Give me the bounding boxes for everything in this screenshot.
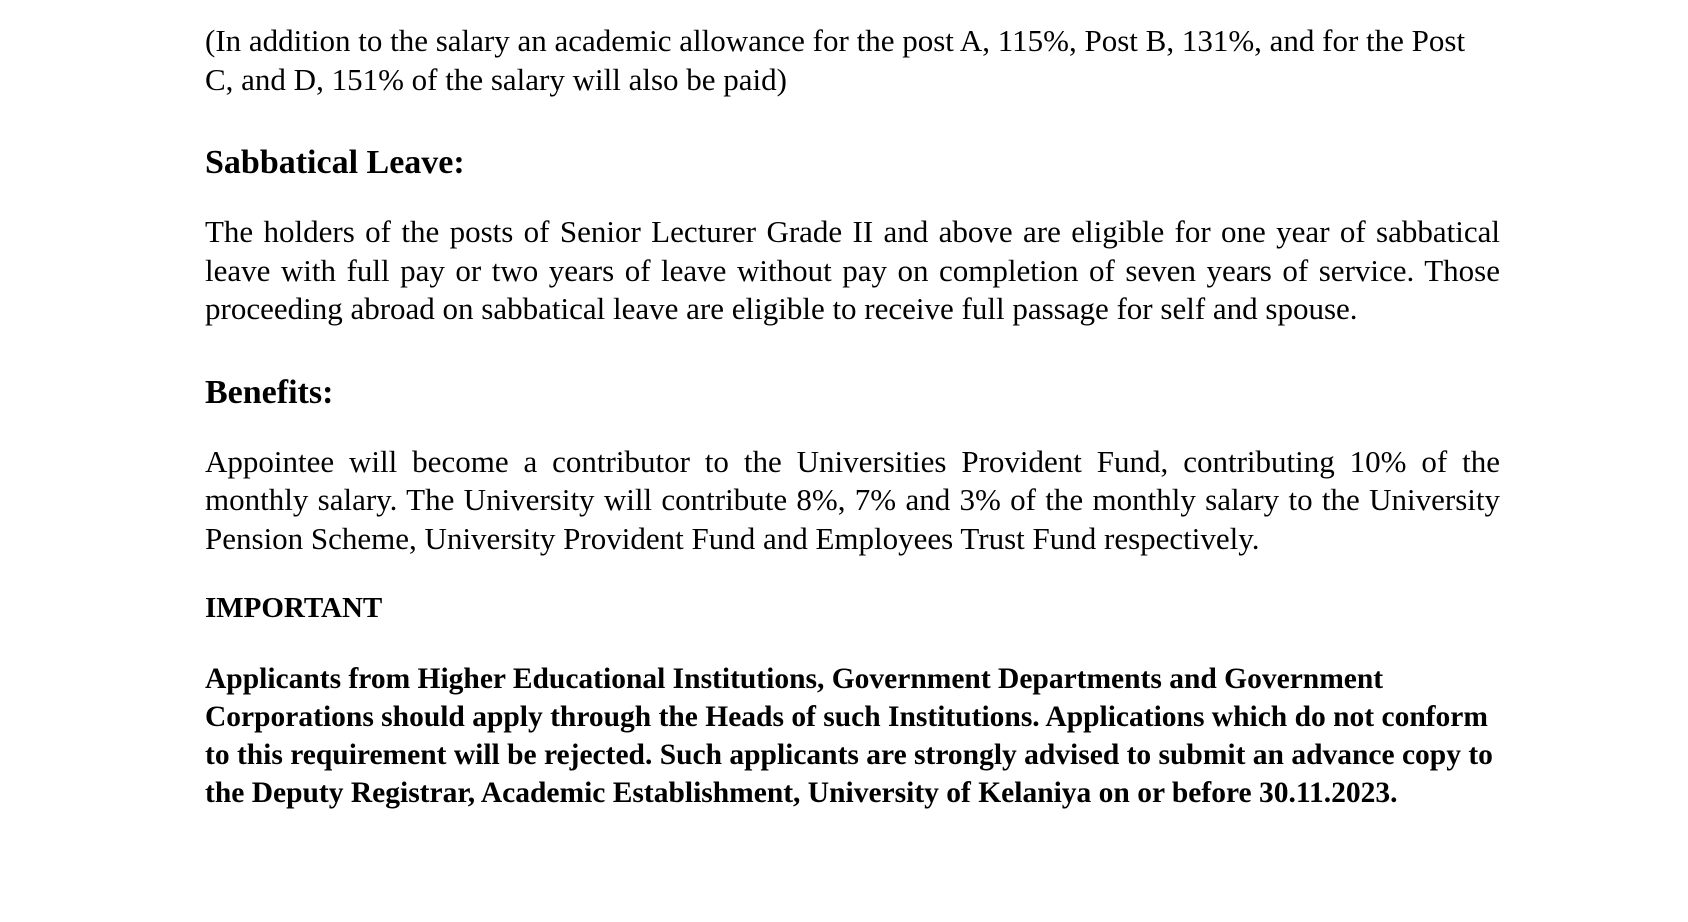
sabbatical-leave-heading: Sabbatical Leave: <box>205 144 465 181</box>
document-page <box>205 22 1500 812</box>
benefits-heading: Benefits: <box>205 373 334 411</box>
important-heading: IMPORTANT <box>205 592 383 624</box>
benefits-paragraph: Appointee will become a contributor to the Universities Provident Fund, contributing 10% of the monthly salary. The University will contribute 8%, 7% and 3% of the monthly salary to the University Pension Scheme, University Provident Fund and Employees Trust Fund respectively. <box>205 443 1500 556</box>
sabbatical-leave-paragraph: The holders of the posts of Senior Lecturer Grade II and above are eligible for one year of sabbatical leave with full pay or two years of leave without pay on completion of seven years of service. Those proceeding abroad on sabbatical leave are eligible to receive full passage for self and spouse. <box>205 214 1500 326</box>
academic-allowance-note: (In addition to the salary an academic allowance for the post A, 115%, Post B, 131%, and for the Post C, and D, 151% of the salary will also be paid) <box>205 23 1466 97</box>
important-notice-paragraph: Applicants from Higher Educational Institutions, Government Departments and Government Corporations should apply through the Heads of such Institutions. Applications which do not conform to this requirement will be rejected. Such applicants are strongly advised to submit an advance copy to the Deputy Registrar, Academic Establishment, University of Kelaniya on or before 30.11.2023. <box>205 663 1493 809</box>
